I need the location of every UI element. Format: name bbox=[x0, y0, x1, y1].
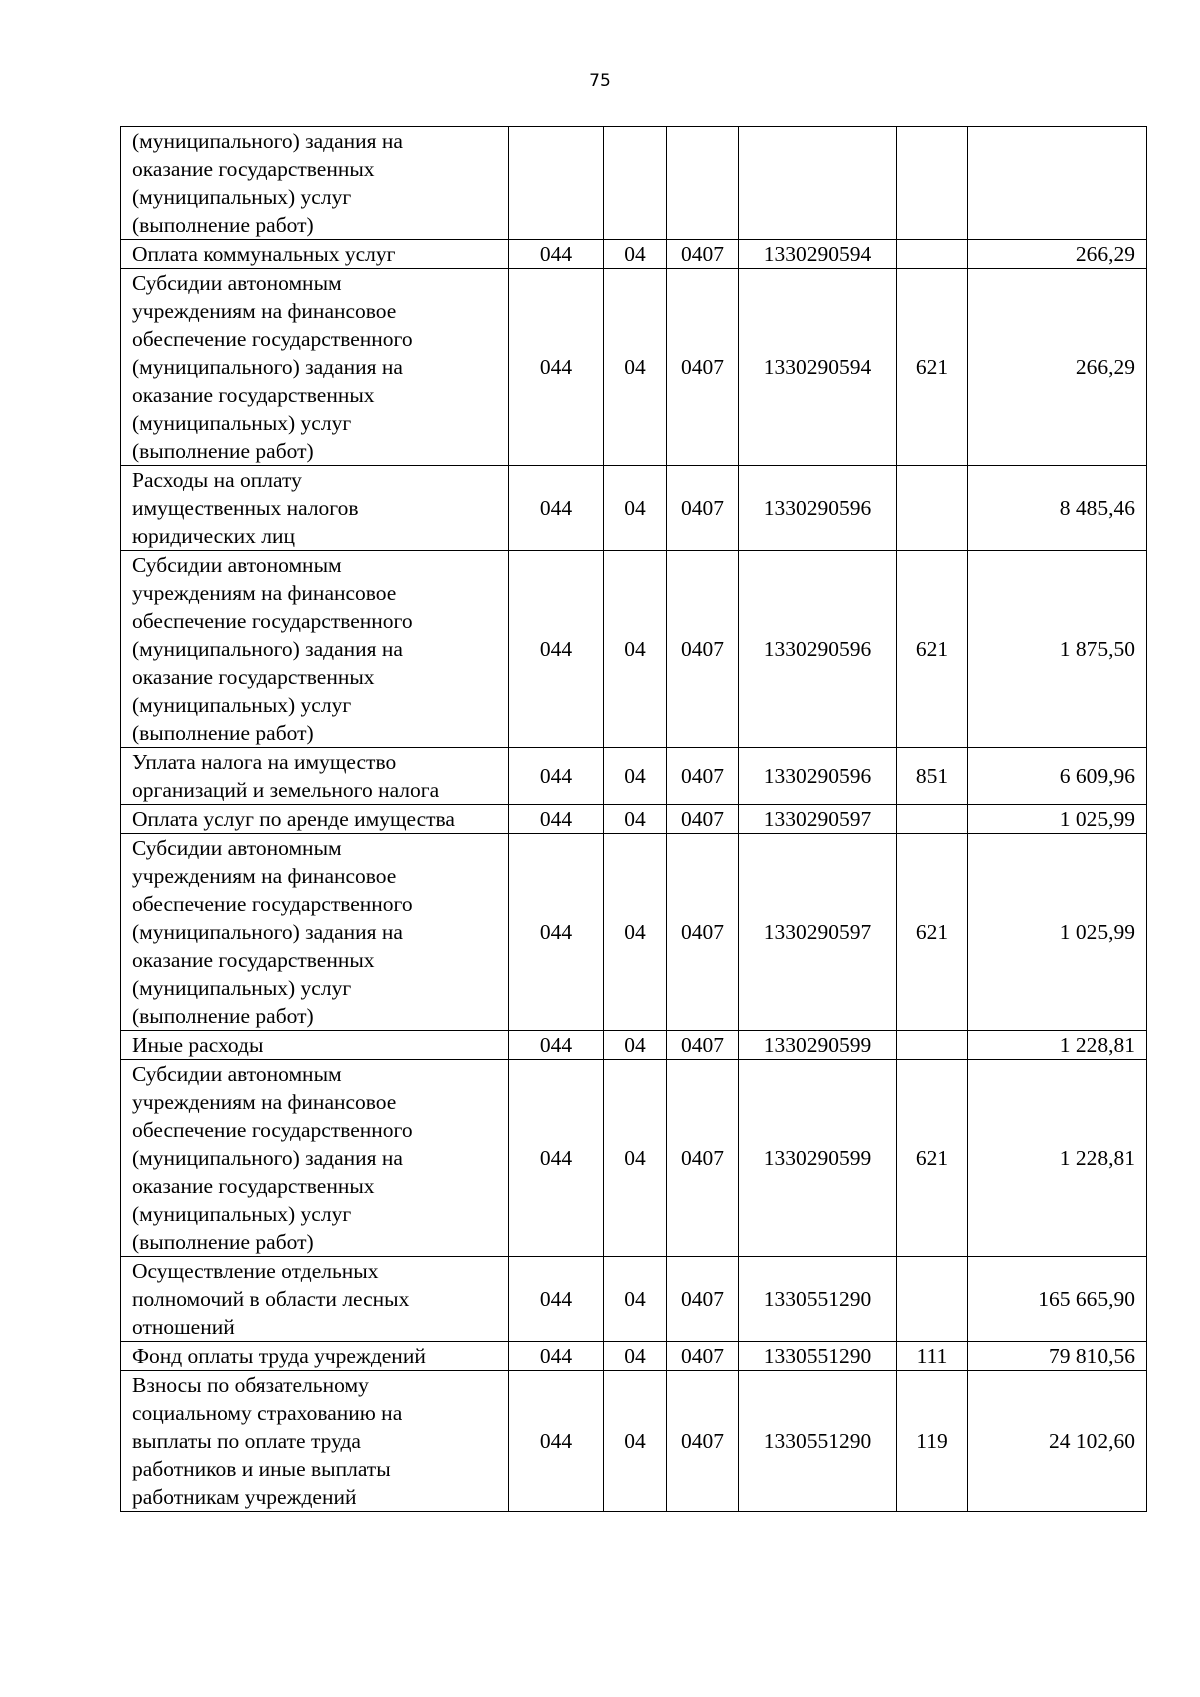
subsection-code-cell: 0407 bbox=[667, 834, 739, 1031]
section-code-cell: 04 bbox=[604, 834, 667, 1031]
admin-code-cell: 044 bbox=[509, 240, 604, 269]
table-row bbox=[121, 269, 1147, 466]
subsection-code-cell bbox=[667, 127, 739, 240]
subsection-code-cell: 0407 bbox=[667, 466, 739, 551]
section-code-cell: 04 bbox=[604, 1060, 667, 1257]
admin-code-cell: 044 bbox=[509, 834, 604, 1031]
section-code-cell: 04 bbox=[604, 269, 667, 466]
expense-type-cell: 621 bbox=[897, 1060, 968, 1257]
amount-cell: 24 102,60 bbox=[968, 1371, 1147, 1512]
expense-type-cell: 111 bbox=[897, 1342, 968, 1371]
table-row bbox=[121, 834, 1147, 1031]
expense-type-cell bbox=[897, 466, 968, 551]
amount-cell: 1 025,99 bbox=[968, 834, 1147, 1031]
budget-table-body bbox=[121, 127, 1147, 1512]
expense-type-cell: 621 bbox=[897, 269, 968, 466]
table-row bbox=[121, 127, 1147, 240]
target-article-cell: 1330551290 bbox=[739, 1371, 897, 1512]
row-name-cell: Субсидии автономным учреждениям на финансовое обеспечение государственного (муниципального) задания на оказание государственных (муниципальных) услуг (выполнение работ) bbox=[121, 269, 509, 466]
target-article-cell: 1330290596 bbox=[739, 748, 897, 805]
expense-type-cell: 119 bbox=[897, 1371, 968, 1512]
expense-type-cell bbox=[897, 127, 968, 240]
section-code-cell: 04 bbox=[604, 1257, 667, 1342]
table-row bbox=[121, 240, 1147, 269]
amount-cell bbox=[968, 127, 1147, 240]
table-row bbox=[121, 1371, 1147, 1512]
amount-cell: 1 025,99 bbox=[968, 805, 1147, 834]
target-article-cell: 1330290596 bbox=[739, 466, 897, 551]
expense-type-cell bbox=[897, 240, 968, 269]
target-article-cell: 1330290594 bbox=[739, 269, 897, 466]
amount-cell: 1 875,50 bbox=[968, 551, 1147, 748]
admin-code-cell: 044 bbox=[509, 1257, 604, 1342]
admin-code-cell: 044 bbox=[509, 1371, 604, 1512]
row-name-cell: Расходы на оплату имущественных налогов юридических лиц bbox=[121, 466, 509, 551]
amount-cell: 1 228,81 bbox=[968, 1031, 1147, 1060]
amount-cell: 165 665,90 bbox=[968, 1257, 1147, 1342]
section-code-cell: 04 bbox=[604, 1342, 667, 1371]
row-name-cell: Взносы по обязательному социальному страхованию на выплаты по оплате труда работников и иные выплаты работникам учреждений bbox=[121, 1371, 509, 1512]
table-row bbox=[121, 1031, 1147, 1060]
target-article-cell: 1330551290 bbox=[739, 1342, 897, 1371]
table-row bbox=[121, 805, 1147, 834]
row-name-cell: Субсидии автономным учреждениям на финансовое обеспечение государственного (муниципального) задания на оказание государственных (муниципальных) услуг (выполнение работ) bbox=[121, 1060, 509, 1257]
section-code-cell bbox=[604, 127, 667, 240]
row-name-cell: Субсидии автономным учреждениям на финансовое обеспечение государственного (муниципального) задания на оказание государственных (муниципальных) услуг (выполнение работ) bbox=[121, 834, 509, 1031]
table-row bbox=[121, 466, 1147, 551]
admin-code-cell: 044 bbox=[509, 1031, 604, 1060]
admin-code-cell: 044 bbox=[509, 466, 604, 551]
subsection-code-cell: 0407 bbox=[667, 551, 739, 748]
subsection-code-cell: 0407 bbox=[667, 748, 739, 805]
admin-code-cell bbox=[509, 127, 604, 240]
expense-type-cell: 621 bbox=[897, 834, 968, 1031]
admin-code-cell: 044 bbox=[509, 748, 604, 805]
amount-cell: 8 485,46 bbox=[968, 466, 1147, 551]
section-code-cell: 04 bbox=[604, 805, 667, 834]
section-code-cell: 04 bbox=[604, 551, 667, 748]
section-code-cell: 04 bbox=[604, 1031, 667, 1060]
target-article-cell: 1330551290 bbox=[739, 1257, 897, 1342]
section-code-cell: 04 bbox=[604, 466, 667, 551]
row-name-cell: Иные расходы bbox=[121, 1031, 509, 1060]
amount-cell: 6 609,96 bbox=[968, 748, 1147, 805]
page-number: 75 bbox=[589, 71, 611, 91]
row-name-cell: Оплата услуг по аренде имущества bbox=[121, 805, 509, 834]
amount-cell: 266,29 bbox=[968, 269, 1147, 466]
row-name-cell: Субсидии автономным учреждениям на финансовое обеспечение государственного (муниципального) задания на оказание государственных (муниципальных) услуг (выполнение работ) bbox=[121, 551, 509, 748]
expense-type-cell bbox=[897, 805, 968, 834]
target-article-cell: 1330290597 bbox=[739, 805, 897, 834]
expense-type-cell: 621 bbox=[897, 551, 968, 748]
subsection-code-cell: 0407 bbox=[667, 240, 739, 269]
amount-cell: 1 228,81 bbox=[968, 1060, 1147, 1257]
expense-type-cell bbox=[897, 1031, 968, 1060]
section-code-cell: 04 bbox=[604, 240, 667, 269]
row-name-cell: Оплата коммунальных услуг bbox=[121, 240, 509, 269]
target-article-cell: 1330290597 bbox=[739, 834, 897, 1031]
budget-table bbox=[120, 126, 1147, 1512]
subsection-code-cell: 0407 bbox=[667, 1031, 739, 1060]
table-row bbox=[121, 748, 1147, 805]
row-name-cell: (муниципального) задания на оказание государственных (муниципальных) услуг (выполнение работ) bbox=[121, 127, 509, 240]
expense-type-cell bbox=[897, 1257, 968, 1342]
target-article-cell: 1330290594 bbox=[739, 240, 897, 269]
target-article-cell: 1330290599 bbox=[739, 1060, 897, 1257]
target-article-cell: 1330290599 bbox=[739, 1031, 897, 1060]
subsection-code-cell: 0407 bbox=[667, 1257, 739, 1342]
row-name-cell: Осуществление отдельных полномочий в области лесных отношений bbox=[121, 1257, 509, 1342]
section-code-cell: 04 bbox=[604, 748, 667, 805]
target-article-cell bbox=[739, 127, 897, 240]
table-row bbox=[121, 1257, 1147, 1342]
subsection-code-cell: 0407 bbox=[667, 269, 739, 466]
row-name-cell: Фонд оплаты труда учреждений bbox=[121, 1342, 509, 1371]
amount-cell: 266,29 bbox=[968, 240, 1147, 269]
subsection-code-cell: 0407 bbox=[667, 1060, 739, 1257]
amount-cell: 79 810,56 bbox=[968, 1342, 1147, 1371]
table-row bbox=[121, 1342, 1147, 1371]
target-article-cell: 1330290596 bbox=[739, 551, 897, 748]
admin-code-cell: 044 bbox=[509, 1342, 604, 1371]
admin-code-cell: 044 bbox=[509, 1060, 604, 1257]
subsection-code-cell: 0407 bbox=[667, 1342, 739, 1371]
section-code-cell: 04 bbox=[604, 1371, 667, 1512]
admin-code-cell: 044 bbox=[509, 269, 604, 466]
admin-code-cell: 044 bbox=[509, 551, 604, 748]
row-name-cell: Уплата налога на имущество организаций и земельного налога bbox=[121, 748, 509, 805]
expense-type-cell: 851 bbox=[897, 748, 968, 805]
subsection-code-cell: 0407 bbox=[667, 805, 739, 834]
table-row bbox=[121, 1060, 1147, 1257]
subsection-code-cell: 0407 bbox=[667, 1371, 739, 1512]
table-row bbox=[121, 551, 1147, 748]
admin-code-cell: 044 bbox=[509, 805, 604, 834]
